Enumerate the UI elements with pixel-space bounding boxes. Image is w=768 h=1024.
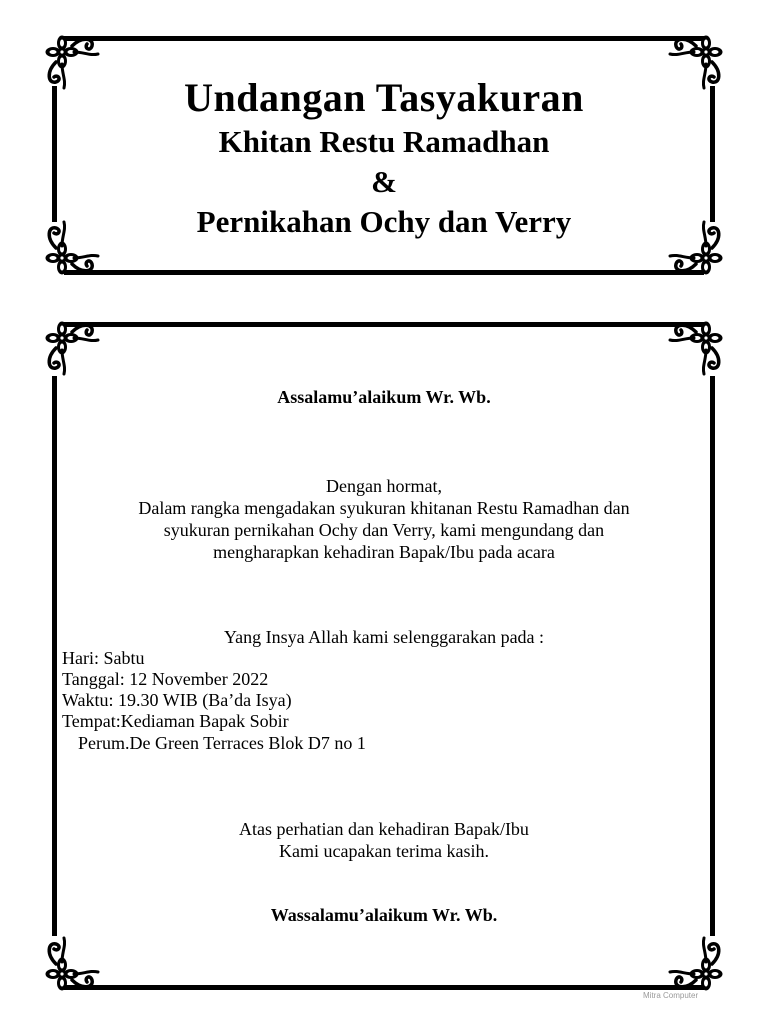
schedule-intro: Yang Insya Allah kami selenggarakan pada : xyxy=(223,627,545,647)
detail-time: Waktu: 19.30 WIB (Ba’da Isya) xyxy=(62,690,292,710)
invitation-title-block xyxy=(60,74,708,242)
closing-line-1: Atas perhatian dan kehadiran Bapak/Ibu xyxy=(239,819,529,839)
salutation: Dengan hormat, xyxy=(326,476,442,496)
watermark: Mitra Computer xyxy=(643,991,699,1000)
detail-place: Tempat:Kediaman Bapak Sobir xyxy=(62,711,289,731)
invitation-subtitle-line-1: Khitan Restu Ramadhan xyxy=(218,124,550,159)
greeting: Assalamu’alaikum Wr. Wb. xyxy=(277,387,491,407)
invitation-subtitle-ampersand: & xyxy=(371,164,397,199)
invitation-title: Undangan Tasyakuran xyxy=(184,75,584,120)
intro-line-3: mengharapkan kehadiran Bapak/Ibu pada acara xyxy=(213,542,555,562)
intro-line-1: Dalam rangka mengadakan syukuran khitanan Restu Ramadhan dan xyxy=(138,498,630,518)
farewell: Wassalamu’alaikum Wr. Wb. xyxy=(270,905,498,925)
closing-line-2: Kami ucapakan terima kasih. xyxy=(279,841,489,861)
detail-date: Tanggal: 12 November 2022 xyxy=(62,669,269,689)
detail-address: Perum.De Green Terraces Blok D7 no 1 xyxy=(78,733,366,753)
flourish-corner-ornament xyxy=(668,936,728,996)
detail-day: Hari: Sabtu xyxy=(62,648,145,668)
flourish-corner-ornament xyxy=(40,936,100,996)
intro-line-2: syukuran pernikahan Ochy dan Verry, kami mengundang dan xyxy=(163,520,605,540)
invitation-subtitle-line-3: Pernikahan Ochy dan Verry xyxy=(196,204,572,239)
flourish-corner-ornament xyxy=(668,316,728,376)
flourish-corner-ornament xyxy=(40,316,100,376)
